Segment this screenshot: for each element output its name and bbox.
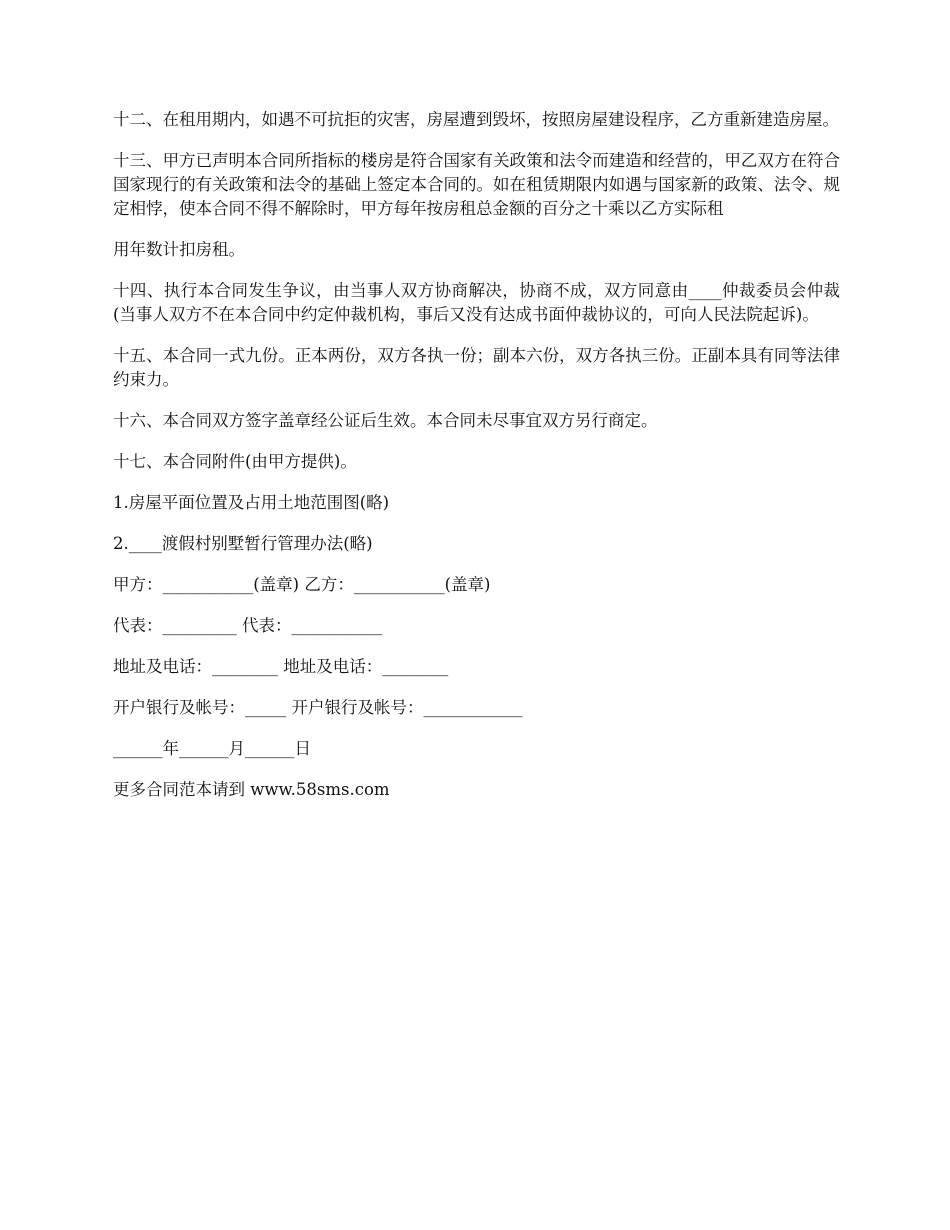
address-phone-line: 地址及电话：________ 地址及电话：________ <box>113 657 449 676</box>
clause-12: 十二、在租用期内，如遇不可抗拒的灾害，房屋遭到毁坏，按照房屋建设程序，乙方重新建造房屋。 <box>113 110 839 129</box>
clause-14: 十四、执行本合同发生争议，由当事人双方协商解决，协商不成，双方同意由____仲裁委员会仲裁(当事人双方不在本合同中约定仲裁机构，事后又没有达成书面仲裁协议的，可向人民法院起诉)。 <box>113 281 840 324</box>
document-page <box>113 108 840 819</box>
signature-party-line: 甲方：___________(盖章) 乙方：___________(盖章) <box>113 575 491 594</box>
clause-17: 十七、本合同附件(由甲方提供)。 <box>113 452 357 471</box>
attachment-2: 2.____渡假村别墅暂行管理办法(略) <box>113 534 373 553</box>
clause-13-continued: 用年数计扣房租。 <box>113 240 245 259</box>
date-line: ______年______月______日 <box>113 739 311 758</box>
clause-13: 十三、甲方已声明本合同所指标的楼房是符合国家有关政策和法令而建造和经营的，甲乙双方在符合国家现行的有关政策和法令的基础上签定本合同的。如在租赁期限内如遇与国家新的政策、法令、规定相悖，使本合同不得不解除时，甲方每年按房租总金额的百分之十乘以乙方实际租 <box>113 151 840 218</box>
more-templates-line: 更多合同范本请到 www.58sms.com <box>113 780 390 799</box>
bank-account-line: 开户银行及帐号：_____ 开户银行及帐号：____________ <box>113 698 523 717</box>
clause-15: 十五、本合同一式九份。正本两份，双方各执一份；副本六份，双方各执三份。正副本具有同等法律约束力。 <box>113 346 840 389</box>
attachment-1: 1.房屋平面位置及占用土地范围图(略) <box>113 493 390 512</box>
clause-16: 十六、本合同双方签字盖章经公证后生效。本合同未尽事宜双方另行商定。 <box>113 411 658 430</box>
representative-line: 代表：_________ 代表：___________ <box>113 616 383 635</box>
